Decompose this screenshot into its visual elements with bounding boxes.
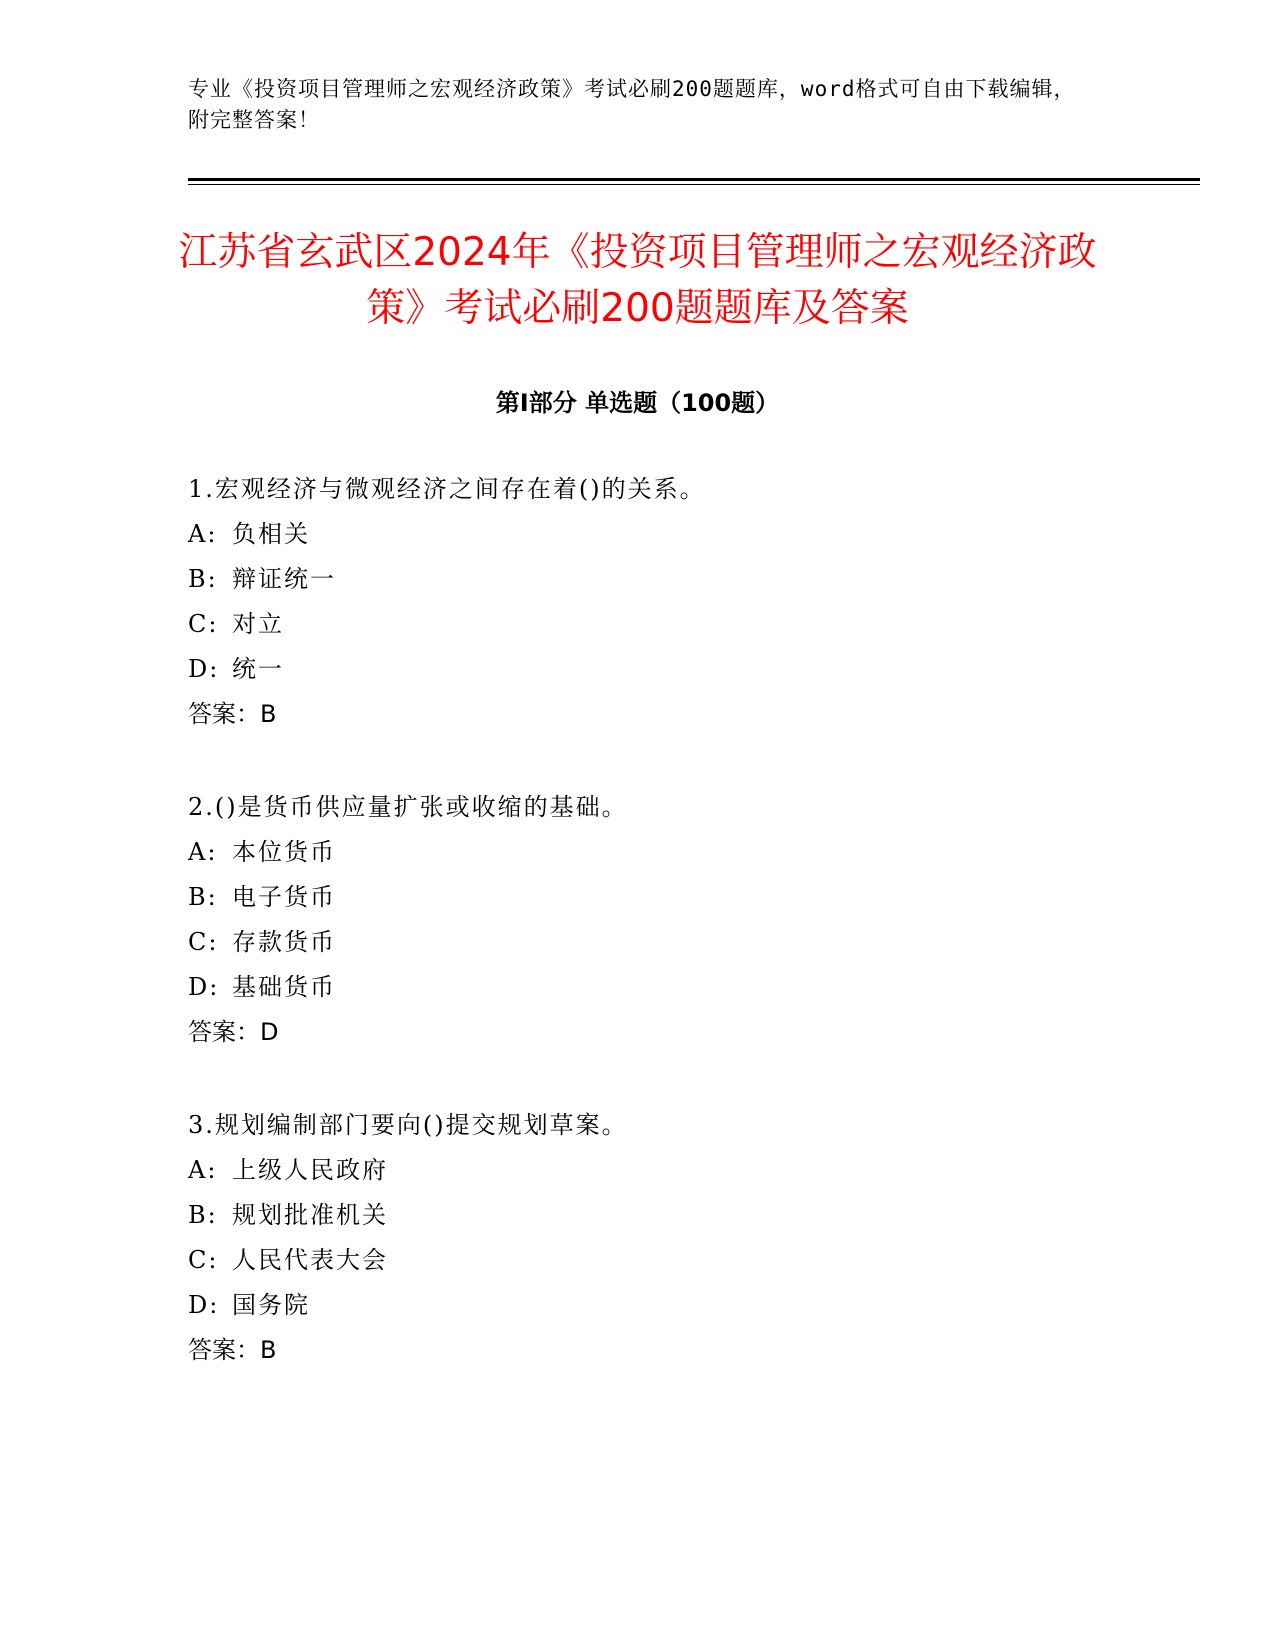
option-letter: C: [188, 928, 219, 956]
option-letter: D: [188, 973, 220, 1001]
option-b [188, 557, 1148, 602]
option-text: 对立 [232, 610, 284, 638]
question-2 [188, 785, 1148, 1055]
section-title: 第I部分 单选题（100题） [495, 389, 780, 417]
option-text: 规划批准机关 [232, 1201, 388, 1229]
option-c [188, 1238, 1148, 1283]
option-c [188, 920, 1148, 965]
answer: 答案：B [188, 1336, 277, 1364]
option-letter: B: [188, 883, 218, 911]
option-letter: D: [188, 655, 220, 683]
option-text: 本位货币 [232, 838, 336, 866]
option-letter: A: [188, 520, 218, 548]
option-b [188, 875, 1148, 920]
option-a [188, 1148, 1148, 1193]
option-c [188, 602, 1148, 647]
question-stem: 3.规划编制部门要向()提交规划草案。 [188, 1111, 628, 1139]
option-text: 人民代表大会 [232, 1246, 388, 1274]
option-text: 国务院 [232, 1291, 310, 1319]
option-letter: D: [188, 1291, 220, 1319]
option-letter: A: [188, 838, 218, 866]
header-note: 专业《投资项目管理师之宏观经济政策》考试必刷200题题库，word格式可自由下载编辑，附完整答案！ [188, 77, 1076, 132]
option-letter: C: [188, 610, 219, 638]
option-b [188, 1193, 1148, 1238]
answer: 答案：B [188, 700, 277, 728]
option-letter: C: [188, 1246, 219, 1274]
question-3 [188, 1103, 1148, 1373]
option-d [188, 1283, 1148, 1328]
option-text: 电子货币 [232, 883, 336, 911]
option-text: 负相关 [232, 520, 310, 548]
option-text: 统一 [232, 655, 284, 683]
option-a [188, 512, 1148, 557]
option-text: 基础货币 [232, 973, 336, 1001]
header-rule-thick [188, 178, 1200, 181]
answer: 答案：D [188, 1018, 279, 1046]
option-d [188, 647, 1148, 692]
option-d [188, 965, 1148, 1010]
option-text: 辩证统一 [232, 565, 336, 593]
option-text: 上级人民政府 [232, 1156, 388, 1184]
option-text: 存款货币 [232, 928, 336, 956]
document-title: 江苏省玄武区2024年《投资项目管理师之宏观经济政策》考试必刷200题题库及答案 [178, 230, 1097, 331]
question-stem: 2.()是货币供应量扩张或收缩的基础。 [188, 793, 628, 821]
question-stem: 1.宏观经济与微观经济之间存在着()的关系。 [188, 475, 706, 503]
option-letter: A: [188, 1156, 218, 1184]
option-letter: B: [188, 1201, 218, 1229]
header-rule-thin [188, 184, 1200, 185]
question-1 [188, 467, 1148, 737]
option-a [188, 830, 1148, 875]
option-letter: B: [188, 565, 218, 593]
